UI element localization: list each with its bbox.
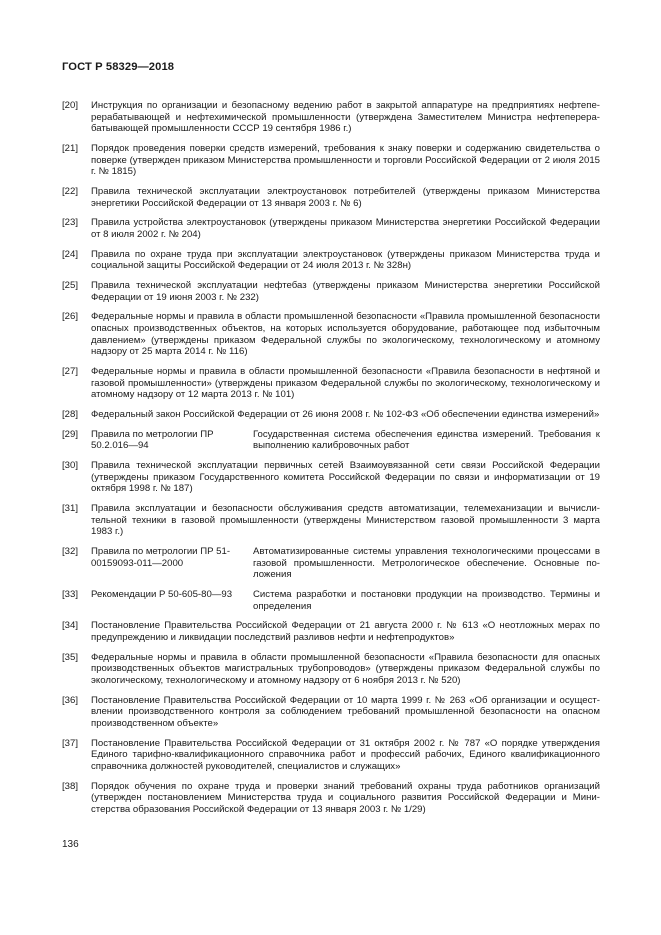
reference-text: Порядок проведения поверки средств измерений, требования к знаку поверки и содержанию свидетельства о поверке (утвержден приказом Министерства промышленности и торговли Российской Федерации от 2 июля 2015 г. № 1815) bbox=[91, 142, 600, 178]
reference-two-column bbox=[91, 546, 600, 581]
reference-number: [32] bbox=[62, 546, 79, 558]
reference-text: Федеральные нормы и правила в области промышленной безопасности «Правила промышленной безопасности опасных производственных объектов, на которых используется оборудование, работающее под избыточным давлением» (утверждены приказом Федеральной службы по экологическому, технологическому и атомному надзору от 25 марта 2014 г. № 116) bbox=[91, 311, 600, 358]
reference-text: Порядок обучения по охране труда и проверки знаний требований охраны труда работников организаций (утвержден постановлением Министерства труда и социального развития Российской Федерации и Министерства образования Российской Федерации от 13 января 2003 г. № 1/29) bbox=[91, 780, 600, 815]
reference-number: [22] bbox=[62, 185, 79, 197]
reference-item bbox=[62, 311, 600, 357]
reference-item bbox=[62, 781, 600, 816]
reference-item bbox=[62, 652, 600, 687]
reference-text: Федеральный закон Российской Федерации от 26 июня 2008 г. № 102-ФЗ «Об обеспечении единства измерений» bbox=[91, 408, 600, 420]
reference-item bbox=[62, 280, 600, 303]
reference-item bbox=[62, 409, 600, 421]
reference-item bbox=[62, 589, 600, 612]
reference-number: [27] bbox=[62, 366, 79, 377]
reference-two-column bbox=[91, 589, 600, 612]
reference-text: Федеральные нормы и правила в области промышленной безопасности «Правила безопасности для опасных производственных объектов магистральных трубопроводов» (утверждены приказом Федеральной службы по экологическому, технологическому и атомному надзору от 6 ноября 2013 г. № 520) bbox=[91, 651, 600, 686]
document-header: ГОСТ Р 58329—2018 bbox=[62, 61, 175, 73]
reference-item bbox=[62, 546, 600, 581]
reference-document-type: Рекомендации Р 50-605-80—93 bbox=[91, 589, 233, 601]
reference-title: Система разработки и постановки продукции на производство. Термины и определения bbox=[253, 589, 600, 612]
reference-number: [31] bbox=[62, 503, 79, 515]
reference-two-column bbox=[91, 429, 600, 452]
reference-text: Правила эксплуатации и безопасности обслуживания средств автоматизации, телемеханизации и вычислительной техники в газовой промышленности (утверждены Министерством газовой промышленности 3 марта 1983 г.) bbox=[91, 503, 600, 538]
reference-number: [20] bbox=[62, 100, 79, 111]
reference-number: [36] bbox=[62, 694, 79, 706]
reference-item bbox=[62, 695, 600, 730]
reference-text: Правила по охране труда при эксплуатации электроустановок (утверждены приказом Министерства труда и социальной защиты Российской Федерации от 24 июля 2013 г. № 328н) bbox=[91, 248, 600, 272]
reference-number: [26] bbox=[62, 311, 79, 323]
page-number: 136 bbox=[62, 839, 79, 850]
reference-text: Федеральные нормы и правила в области промышленной безопасности «Правила безопасности в нефтяной и газовой промышленности» (утверждены приказом Федеральной службы по экологическому, технологическому и атомному надзору от 12 марта 2013 г. № 101) bbox=[91, 366, 600, 401]
reference-item bbox=[62, 460, 600, 495]
reference-number: [28] bbox=[62, 408, 79, 420]
reference-title: Автоматизированные системы управления технологическими процессами в газовой промышленности. Метрологическое обеспечение. Основные положения bbox=[253, 546, 600, 581]
reference-text: Постановление Правительства Российской Федерации от 31 октября 2002 г. № 787 «О порядке утверждения Единого тарифно-квалификационного справочника работ и профессий рабочих, Единого квалификационного справочника должностей руководителей, специалистов и служащих» bbox=[91, 737, 600, 772]
reference-item bbox=[62, 738, 600, 773]
reference-number: [34] bbox=[62, 620, 79, 632]
reference-number: [30] bbox=[62, 460, 79, 472]
reference-item bbox=[62, 186, 600, 209]
reference-item bbox=[62, 503, 600, 538]
reference-item bbox=[62, 217, 600, 240]
reference-text: Инструкция по организации и безопасному ведению работ в закрытой аппаратуре на предприятиях нефтеперерабатывающей и нефтехимической промышленности (утверждена Заместителем Министра нефтеперерабатывающей промышленности СССР 19 сентября 1986 г.) bbox=[91, 100, 600, 135]
reference-item bbox=[62, 429, 600, 452]
reference-item bbox=[62, 366, 600, 401]
reference-text: Правила технической эксплуатации электроустановок потребителей (утверждены приказом Министерства энергетики Российской Федерации от 13 января 2003 г. № 6) bbox=[91, 185, 600, 209]
reference-text: Правила технической эксплуатации первичных сетей Взаимоувязанной сети связи Российской Федерации (утверждены приказом Государственного комитета Российской Федерации по связи и информатизации от 19 октября 1998 г. № 187) bbox=[91, 460, 600, 495]
reference-number: [24] bbox=[62, 248, 79, 260]
reference-title: Государственная система обеспечения единства измерений. Требования к выполнению калибровочных работ bbox=[253, 428, 600, 452]
reference-document-type: Правила по метрологии ПР 50.2.016—94 bbox=[91, 428, 214, 452]
reference-text: Правила технической эксплуатации нефтебаз (утверждены приказом Министерства энергетики Российской Федерации от 19 июня 2003 г. № 232) bbox=[91, 280, 600, 303]
reference-number: [37] bbox=[62, 737, 79, 749]
reference-number: [23] bbox=[62, 217, 79, 229]
reference-text: Правила устройства электроустановок (утверждены приказом Министерства энергетики Российской Федерации от 8 июля 2002 г. № 204) bbox=[91, 217, 600, 240]
reference-number: [29] bbox=[62, 428, 79, 440]
reference-number: [21] bbox=[62, 142, 79, 154]
reference-item bbox=[62, 100, 600, 135]
reference-number: [35] bbox=[62, 651, 79, 663]
reference-item bbox=[62, 249, 600, 272]
reference-number: [38] bbox=[62, 780, 79, 792]
reference-item bbox=[62, 143, 600, 178]
reference-text: Постановление Правительства Российской Федерации от 21 августа 2000 г. № 613 «О неотложных мерах по предупреждению и ликвидации последствий разливов нефти и нефтепродуктов» bbox=[91, 620, 600, 643]
reference-text: Постановление Правительства Российской Федерации от 10 марта 1999 г. № 263 «Об организации и осуществлении производственного контроля за соблюдением требований промышленной безопасности на опасном производственном объекте» bbox=[91, 694, 600, 729]
reference-number: [25] bbox=[62, 280, 79, 292]
reference-number: [33] bbox=[62, 589, 79, 601]
references-list bbox=[62, 100, 600, 824]
reference-item bbox=[62, 620, 600, 643]
reference-document-type: Правила по метрологии ПР 51-00159093-011—2000 bbox=[91, 546, 231, 569]
